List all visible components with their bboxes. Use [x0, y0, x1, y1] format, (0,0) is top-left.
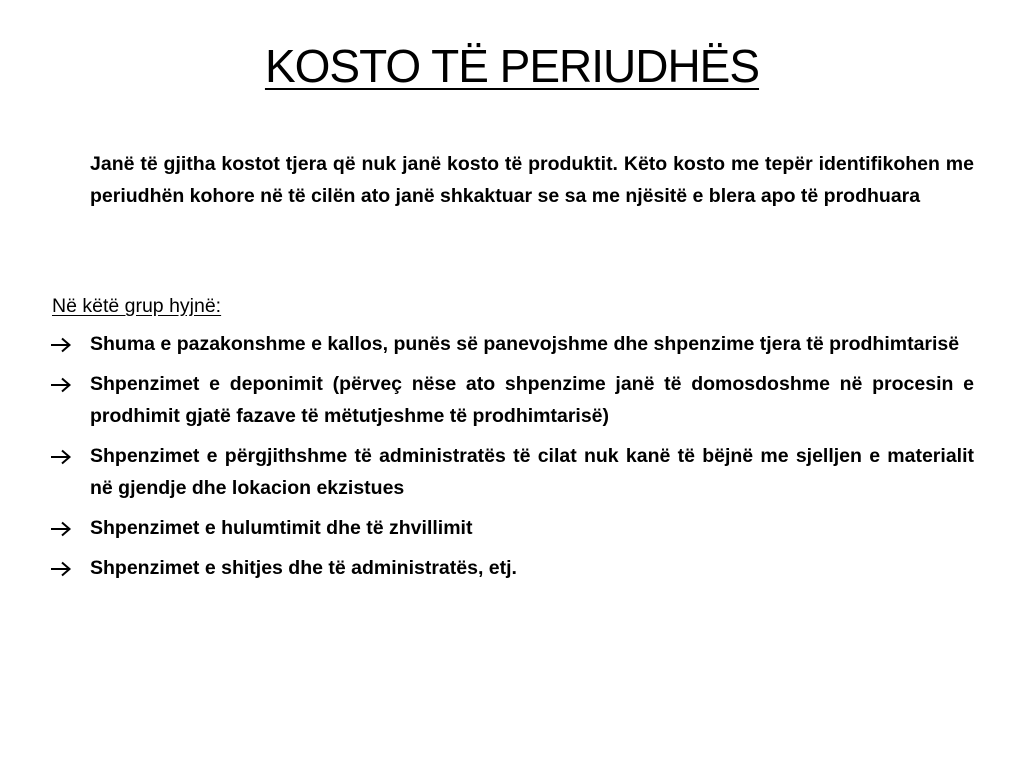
bullet-text: Shpenzimet e shitjes dhe të administratës, etj.	[90, 557, 517, 579]
bullet-text: Shpenzimet e deponimit (përveç nëse ato shpenzime janë të domosdoshme në procesin e prodhimit gjatë fazave të mëtutjeshme të prodhimtarisë)	[90, 373, 974, 427]
list-item	[50, 512, 974, 544]
intro-paragraph: Janë të gjitha kostot tjera që nuk janë kosto të produktit. Këto kosto me tepër identifikohen me periudhën kohore në të cilën ato janë shkaktuar se sa me njësitë e blera apo të prodhuara	[90, 153, 974, 207]
list-item	[50, 440, 974, 504]
bullet-text: Shuma e pazakonshme e kallos, punës së panevojshme dhe shpenzime tjera të prodhimtarisë	[90, 333, 960, 355]
bullet-list	[50, 328, 974, 592]
bullet-text: Shpenzimet e hulumtimit dhe të zhvillimit	[90, 517, 473, 539]
arrow-right-icon	[50, 449, 72, 465]
list-item	[50, 328, 974, 360]
arrow-right-icon	[50, 337, 72, 353]
list-item	[50, 368, 974, 432]
group-label: Në këtë grup hyjnë:	[52, 295, 222, 317]
arrow-right-icon	[50, 521, 72, 537]
arrow-right-icon	[50, 561, 72, 577]
list-item	[50, 552, 974, 584]
arrow-right-icon	[50, 377, 72, 393]
bullet-text: Shpenzimet e përgjithshme të administratës të cilat nuk kanë të bëjnë me sjelljen e materialit në gjendje dhe lokacion ekzistues	[90, 445, 974, 499]
slide-title: KOSTO TË PERIUDHËS	[264, 40, 760, 92]
